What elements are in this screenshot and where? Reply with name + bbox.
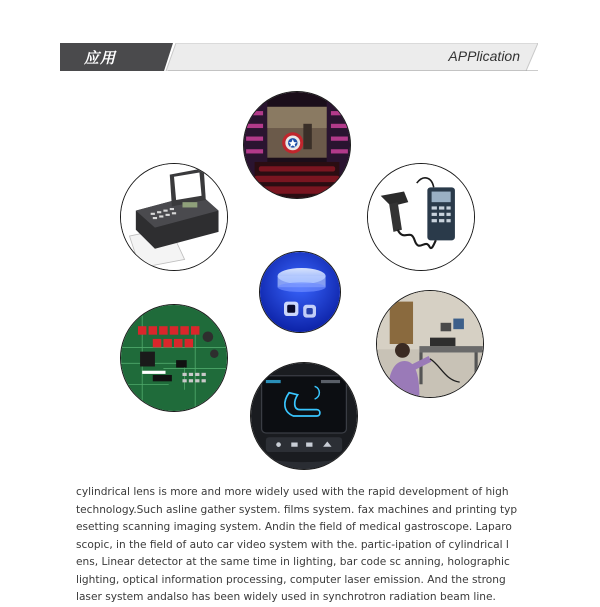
- header-title-cn: 应用: [84, 49, 117, 67]
- cylindrical-lens-image: [259, 251, 341, 333]
- header-title-en: APPlication: [448, 48, 520, 64]
- description-line: lighting, optical information processing, computer laser emission. And the strong: [76, 573, 506, 586]
- description-line: cylindrical lens is more and more widely used with the rapid development of high: [76, 486, 509, 498]
- car-dashboard-image: [250, 362, 358, 470]
- circuit-board-image: [120, 304, 228, 412]
- description-line: technology.Such asline gather system. films system. fax machines and printing typ: [76, 503, 518, 516]
- description-line: scopic, in the field of auto car video system with the. partic-ipation of cylindrical l: [76, 538, 509, 551]
- description-line: esetting scanning imaging system. Andin the field of medical gastroscope. Laparo: [76, 521, 512, 533]
- medical-lab-image: [376, 290, 484, 398]
- description-line: laser system andalso has been widely used in synchrotron radiation beam line.: [76, 591, 496, 603]
- application-description: [76, 484, 528, 607]
- description-line: ens, Linear detector at the same time in lighting, bar code sc anning, holographic: [76, 556, 510, 568]
- barcode-scanner-image: [367, 163, 475, 271]
- section-header: [60, 43, 538, 71]
- cinema-screen-image: [243, 91, 351, 199]
- fax-machine-image: [120, 163, 228, 271]
